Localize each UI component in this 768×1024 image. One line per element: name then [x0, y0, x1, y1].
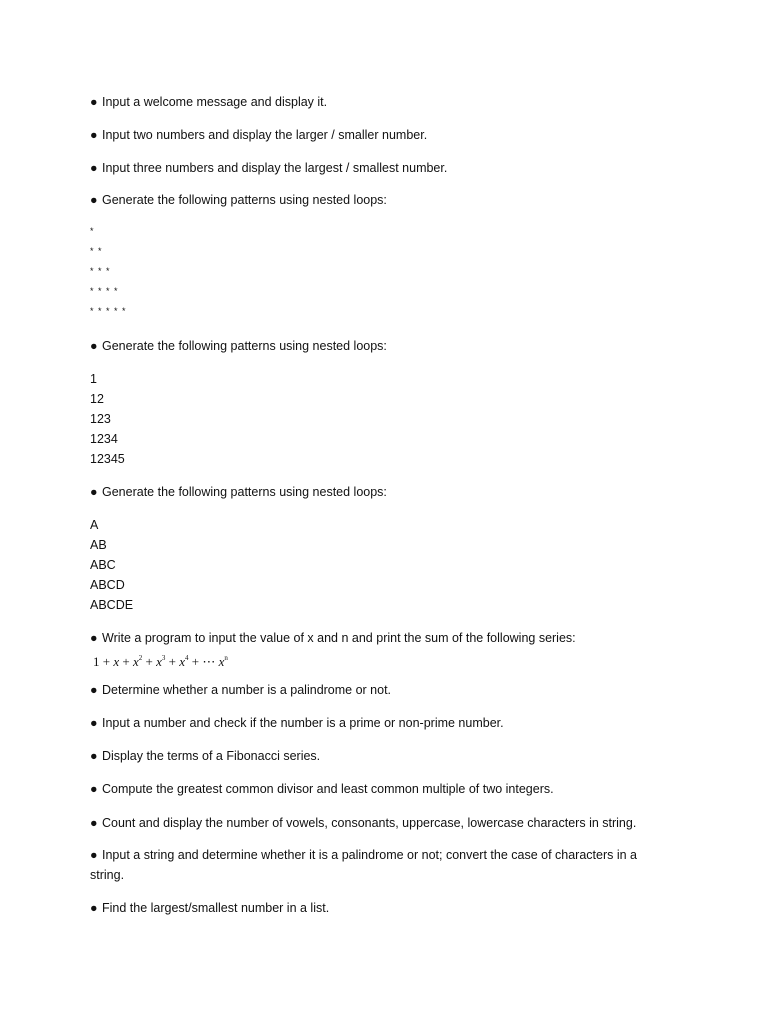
pattern-row: 1234 — [90, 432, 118, 446]
pattern-row: 1 — [90, 372, 97, 386]
pattern-row: * — [90, 226, 95, 236]
pattern-row: ABCDE — [90, 598, 134, 612]
item-text: Generate the following patterns using nested loops: — [102, 485, 387, 499]
bullet-icon: ● — [90, 95, 98, 109]
pattern-row: * * * — [90, 266, 111, 276]
list-item-pattern-stars — [90, 190, 387, 210]
item-text: Input three numbers and display the largest / smallest number. — [102, 161, 448, 175]
series-formula: $1 + x + x^2 + x^3 + x^4$ + ⋯ $x^n$ — [93, 654, 228, 669]
list-item-gcd-lcm — [90, 779, 554, 799]
item-text: Determine whether a number is a palindrome or not. — [102, 683, 392, 697]
pattern-row: * * * * * — [90, 306, 127, 316]
list-item-pattern-letters — [90, 482, 387, 502]
item-text: Find the largest/smallest number in a list. — [102, 901, 330, 915]
item-text: Write a program to input the value of x and n and print the sum of the following series: — [102, 631, 576, 645]
bullet-icon: ● — [90, 339, 98, 353]
pattern-row: * * * * — [90, 286, 119, 296]
list-item-palindrome-number — [90, 680, 391, 700]
bullet-icon: ● — [90, 683, 98, 697]
item-text: Input a string and determine whether it is a palindrome or not; convert the case of characters in a string. — [90, 848, 638, 882]
item-text: Generate the following patterns using nested loops: — [102, 339, 387, 353]
list-item-two-numbers — [90, 125, 427, 145]
item-text: Compute the greatest common divisor and least common multiple of two integers. — [102, 782, 554, 796]
item-text: Count and display the number of vowels, consonants, uppercase, lowercase characters in string. — [102, 816, 637, 830]
list-item-welcome — [90, 92, 327, 112]
bullet-icon: ● — [90, 848, 98, 862]
list-item-fibonacci — [90, 746, 320, 766]
list-item-prime — [90, 713, 504, 733]
list-item-pattern-numbers — [90, 336, 387, 356]
list-item-largest-smallest-list — [90, 898, 329, 918]
bullet-icon: ● — [90, 161, 98, 175]
pattern-row: A — [90, 518, 99, 532]
bullet-icon: ● — [90, 128, 98, 142]
bullet-icon: ● — [90, 716, 98, 730]
bullet-icon: ● — [90, 193, 98, 207]
list-item-palindrome-string — [90, 845, 665, 885]
pattern-row: 123 — [90, 412, 111, 426]
bullet-icon: ● — [90, 782, 98, 796]
pattern-row: 12 — [90, 392, 104, 406]
bullet-icon: ● — [90, 901, 98, 915]
item-text: Input a number and check if the number is a prime or non-prime number. — [102, 716, 504, 730]
pattern-row: AB — [90, 538, 107, 552]
bullet-icon: ● — [90, 749, 98, 763]
bullet-icon: ● — [90, 485, 98, 499]
item-text: Input a welcome message and display it. — [102, 95, 328, 109]
item-text: Display the terms of a Fibonacci series. — [102, 749, 321, 763]
pattern-row: ABC — [90, 558, 116, 572]
pattern-row: 12345 — [90, 452, 125, 466]
list-item-series — [90, 628, 576, 648]
item-text: Input two numbers and display the larger / smaller number. — [102, 128, 428, 142]
item-text: Generate the following patterns using nested loops: — [102, 193, 387, 207]
list-item-three-numbers — [90, 158, 447, 178]
pattern-row: * * — [90, 246, 103, 256]
bullet-icon: ● — [90, 631, 98, 645]
list-item-count-chars — [90, 813, 636, 833]
bullet-icon: ● — [90, 816, 98, 830]
pattern-row: ABCD — [90, 578, 125, 592]
